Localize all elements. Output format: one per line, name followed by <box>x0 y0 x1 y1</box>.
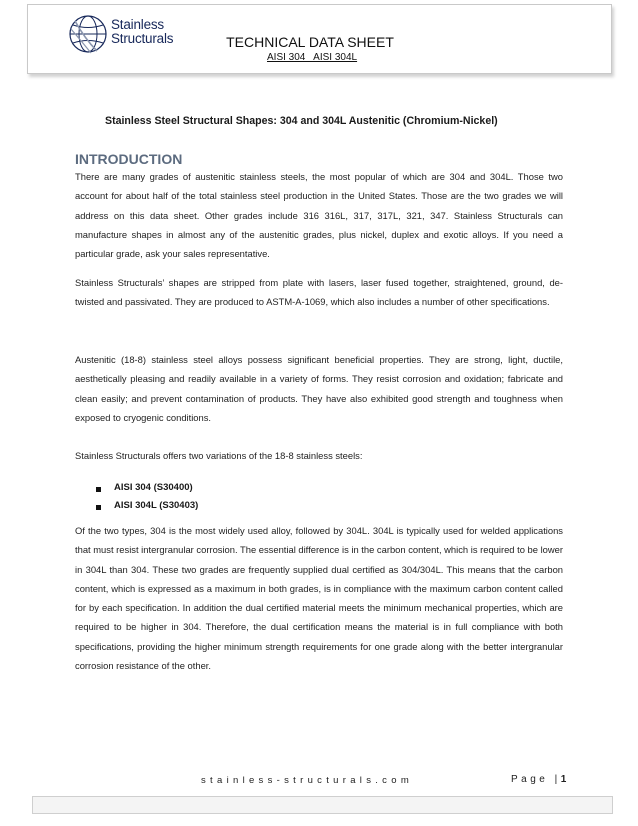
paragraph-comparison: Of the two types, 304 is the most widely used alloy, followed by 304L. 304L is typically used for welded applications that must resist intergranular corrosion. The essential difference is in the carbon content, which is required to be lower in 304L than 304. These two grades are frequently supplied dual certified as 304/304L. This means that the carbon content, which is expressed as a maximum in both grades, is in compliance with the maximum carbon content called for by each specification. In addition the dual certified material meets the minimum mechanical properties, which are required to be higher in 304. Therefore, the dual certification means the material is in full compliance with both specifications, providing the higher minimum strength requirements for one grade along with the better intergranular corrosion resistance of the other. <box>75 525 563 672</box>
paragraph-properties: Austenitic (18-8) stainless steel alloys possess significant beneficial properties. They are strong, light, ductile, aesthetically pleasing and readily available in a variety of forms. They resist corrosion and oxidation; fabricate and clean easily; and prevent contamination of products. They have also exhibited good strength and toughness when exposed to cryogenic conditions. <box>75 354 563 423</box>
page-number: 1 <box>560 774 567 785</box>
footer-bar <box>32 796 613 814</box>
company-logo <box>67 13 192 55</box>
globe-logo-icon <box>67 13 109 55</box>
logo-text-line1: Stainless <box>111 17 164 32</box>
section-title: Stainless Steel Structural Shapes: 304 and 304L Austenitic (Chromium-Nickel) <box>105 115 498 127</box>
logo-text-line2: Structurals <box>111 31 174 46</box>
document-title: TECHNICAL DATA SHEET <box>226 34 394 50</box>
paragraph-variations: Stainless Structurals offers two variations of the 18-8 stainless steels: <box>75 450 363 461</box>
paragraph-process: Stainless Structurals’ shapes are stripped from plate with lasers, laser fused together, straightened, ground, de-twisted and passivated. They are produced to ASTM-A-1069, which also includes a number of other specifications. <box>75 277 563 308</box>
footer-page-number <box>511 774 566 785</box>
bullet-item-304l: AISI 304L (S30403) <box>114 500 199 511</box>
bullet-icon <box>96 505 101 510</box>
bullet-icon <box>96 487 101 492</box>
paragraph-intro: There are many grades of austenitic stainless steels, the most popular of which are 304 and 304L. Those two account for about half of the total stainless steel production in the United States. Those are the two grades we will address on this data sheet. Other grades include 316 316L, 317, 317L, 321, 347. Stainless Structurals can manufacture shapes in almost any of the austenitic grades, plus nickel, duplex and exotic alloys. If you need a particular grade, ask your sales representative. <box>75 171 563 260</box>
document-subtitle: AISI 304 AISI 304L <box>267 52 358 63</box>
footer-website: stainless-structurals.com <box>201 775 414 786</box>
page-label: Page | <box>511 774 561 785</box>
introduction-heading: INTRODUCTION <box>75 151 183 167</box>
bullet-item-304: AISI 304 (S30400) <box>114 482 193 493</box>
